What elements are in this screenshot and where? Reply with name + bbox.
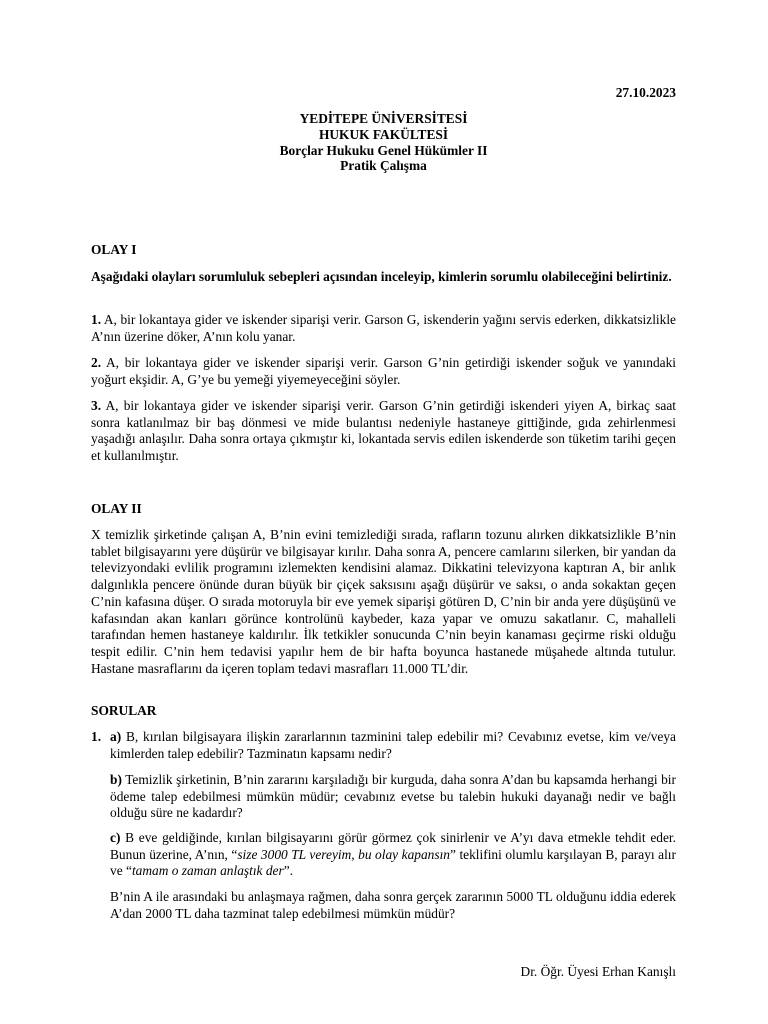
- olay2-heading: OLAY II: [91, 501, 142, 516]
- olay1-item: [91, 312, 676, 345]
- question-a: [110, 729, 676, 762]
- question-b-label: b): [110, 772, 122, 787]
- question-b-text: Temizlik şirketinin, B’nin zararını karşıladığı bir kurguda, daha sonra A’dan bu kapsamda herhangi bir ödeme talep edebilmesi mümkün müdür; cevabınız evetse bu talebin hukuki dayanağı nedir ve bağlı olduğu süre ne kadardır?: [110, 772, 676, 821]
- question-c-text: ” teklifini olumlu karşılayan B, parayı alır ve “: [110, 846, 676, 879]
- question-c-quote: size 3000 TL vereyim, bu olay kapansın: [237, 846, 450, 862]
- olay1-item: [91, 398, 676, 465]
- olay1-heading: OLAY I: [91, 242, 137, 257]
- university-name: YEDİTEPE ÜNİVERSİTESİ: [299, 111, 468, 126]
- item-number: 3.: [91, 398, 102, 413]
- signature: Dr. Öğr. Üyesi Erhan Kanışlı: [520, 964, 676, 979]
- document-title: Pratik Çalışma: [340, 158, 427, 174]
- question-c-label: c): [110, 830, 121, 845]
- question-c: [110, 830, 676, 880]
- question-c-text: ”.: [283, 863, 293, 879]
- olay2-text: X temizlik şirketinde çalışan A, B’nin evini temizlediği sırada, rafların tozunu alırken dikkatsizlikle B’nin tablet bilgisayarını yere düşürür ve bilgisayar kırılır. Daha sonra A, pencere camlarını silerken, bir yandan da televizyondaki evlilik programını izlemekten kendisini alamaz. Dikkatini televizyona kaptıran A, bir anlık dalgınlıkla pencere önünde duran büyük bir çiçek saksısını aşağı düşürür ve saksı, o anda sokaktan geçen C’nin kafasına düşer. O sırada motoruyla bir eve yemek siparişi götüren D, C’nin bir anda yere düşüşünü ve kafasından akan kanları görünce kontrolünü kaybeder, kaza yapar ve omuzu sakatlanır. C, mahalleli tarafından hemen hastaneye kaldırılır. İlk tetkikler sonucunda C’nin beyin kanaması geçirme riski olduğu tespit edilir. C’nin hem tedavisi yapılır hem de bir hafta boyunca hastanede müşahede altında tutulur. Hastane masraflarını da içeren toplam tedavi masrafları 11.000 TL’dir.: [91, 527, 676, 676]
- faculty-name: HUKUK FAKÜLTESİ: [318, 126, 449, 142]
- olay1-instruction: Aşağıdaki olayları sorumluluk sebepleri açısından inceleyip, kimlerin sorumlu olabileceğini belirtiniz.: [91, 269, 672, 284]
- question-b: [110, 772, 676, 822]
- course-name: Borçlar Hukuku Genel Hükümler II: [279, 142, 488, 158]
- question-c-text: B eve geldiğinde, kırılan bilgisayarını görür görmez çok sinirlenir ve A’yı dava etmekle tehdit eder. Bunun üzerine, A’nın, “: [110, 830, 676, 862]
- question-c-quote: tamam o zaman anlaştık der: [131, 863, 284, 879]
- question-number: 1.: [91, 729, 102, 744]
- item-text: A, bir lokantaya gider ve iskender siparişi verir. Garson G’nin getirdiği iskenderi yiyen A, birkaç saat sonra katlanılmaz bir baş dönmesi ve mide bulantısı nedeniyle hastaneye gittiğinde, gıda zehirlenmesi yaşadığı anlaşılır. Daha sonra ortaya çıkmıştır ki, lokantada servis edilen iskenderde son tüketim tarihi geçen et kullanılmıştır.: [91, 398, 676, 464]
- question-a-label: a): [110, 729, 122, 744]
- question-c-followup: B’nin A ile arasındaki bu anlaşmaya rağmen, daha sonra gerçek zararının 5000 TL olduğunu iddia ederek A’dan 2000 TL daha tazminat talep edebilmesi mümkün müdür?: [110, 889, 676, 921]
- item-number: 1.: [91, 312, 102, 327]
- document-header: [91, 111, 676, 174]
- item-text: A, bir lokantaya gider ve iskender siparişi verir. Garson G’nin getirdiği iskender soğuk ve yanındaki yoğurt ekşidir. A, G’ye bu yemeği yiyemeyeceğini söyler.: [91, 355, 676, 387]
- questions-heading: SORULAR: [91, 703, 157, 718]
- document-date: 27.10.2023: [615, 85, 676, 100]
- item-number: 2.: [91, 355, 102, 370]
- item-text: A, bir lokantaya gider ve iskender siparişi verir. Garson G, iskenderin yağını servis ederken, dikkatsizlikle A’nın üzerine döker, A’nın kolu yanar.: [91, 312, 676, 344]
- olay1-item: [91, 355, 676, 388]
- question-a-text: B, kırılan bilgisayara ilişkin zararlarının tazminini talep edebilir mi? Cevabınız evetse, kim ve/veya kimlerden talep edebilir? Tazminatın kapsamı nedir?: [110, 729, 676, 761]
